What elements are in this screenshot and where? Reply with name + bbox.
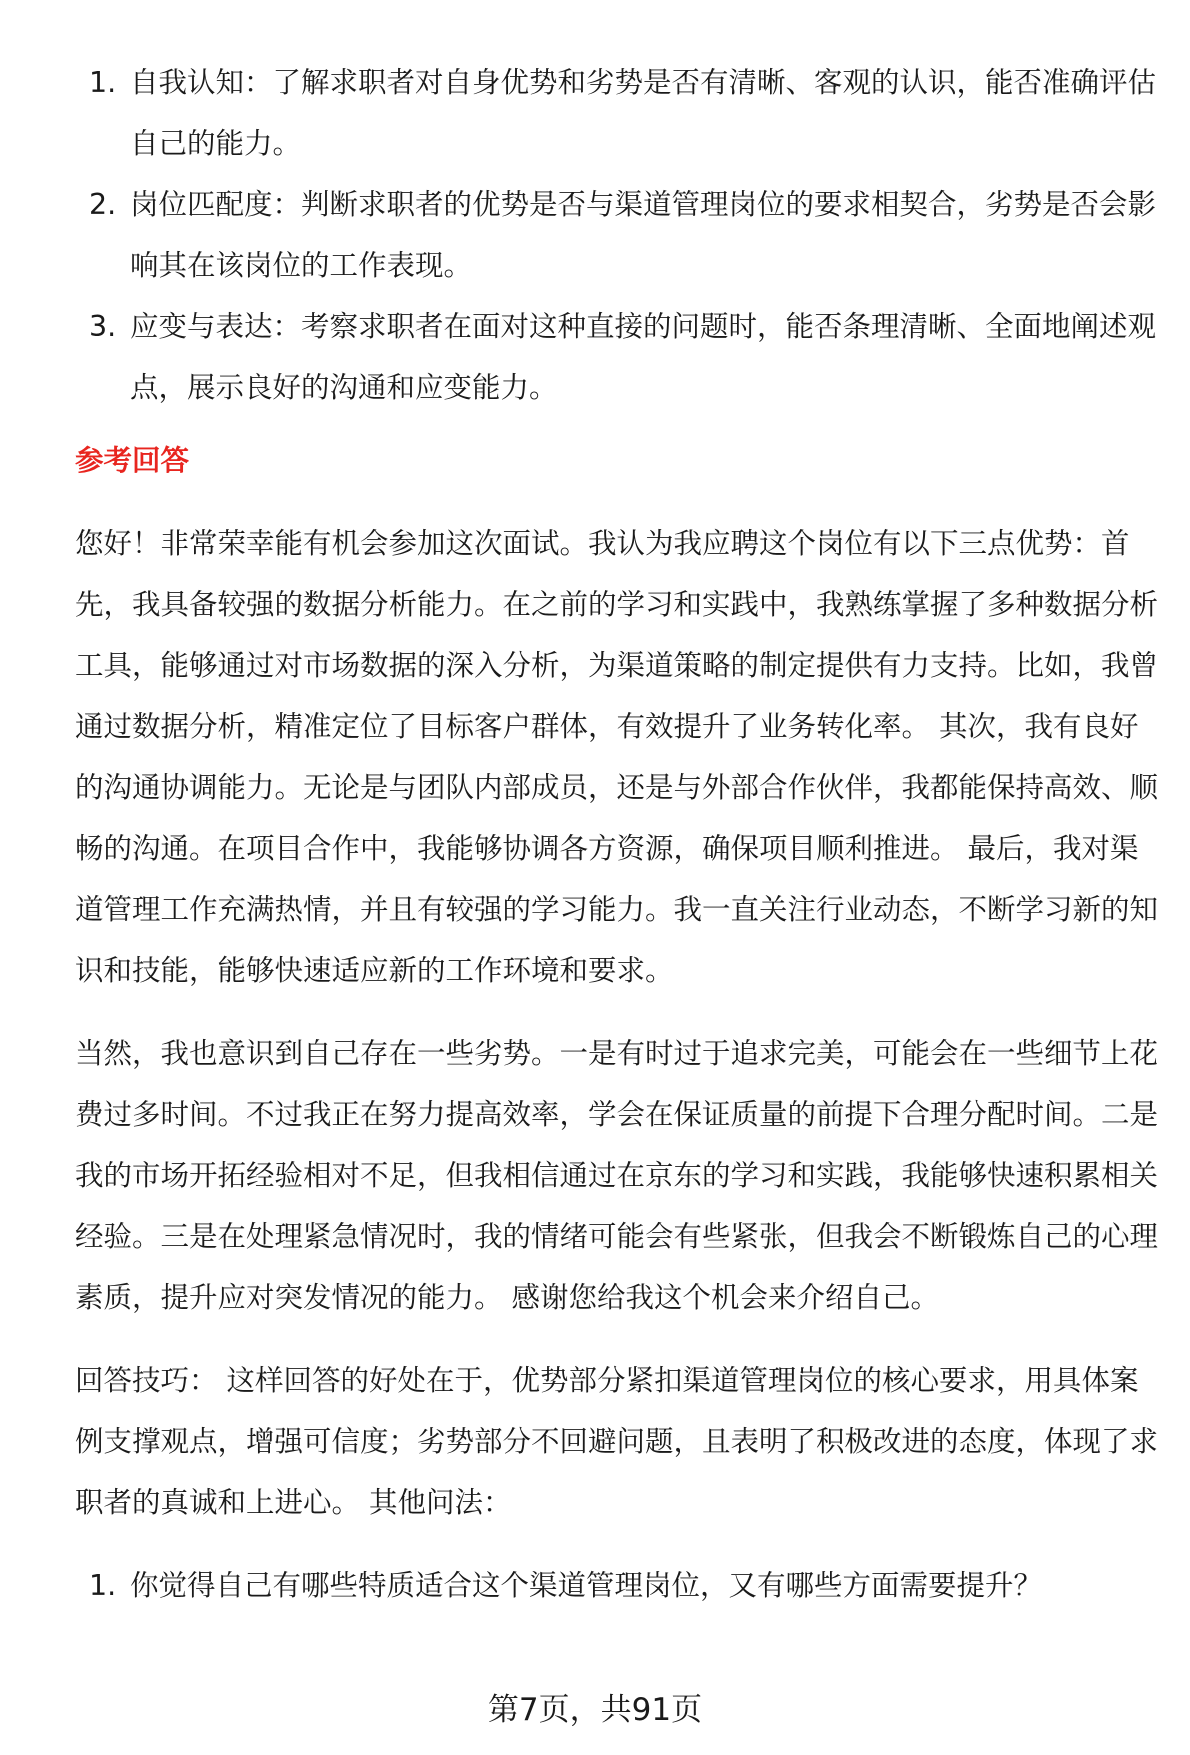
tips-paragraph: 回答技巧： 这样回答的好处在于，优势部分紧扣渠道管理岗位的核心要求，用具体案例支撑观点，增强可信度；劣势部分不回避问题，且表明了积极改进的态度，体现了求职者的真诚和上进心。 其他问法： xyxy=(75,1364,1159,1519)
list-item-number: 1. xyxy=(89,1569,117,1602)
section-title: 参考回答 xyxy=(75,444,190,477)
list-item-number: 3. xyxy=(89,310,117,343)
list-item-number: 1. xyxy=(89,66,117,99)
list-item xyxy=(75,296,1165,418)
list-item-text: 你觉得自己有哪些特质适合这个渠道管理岗位，又有哪些方面需要提升？ xyxy=(130,1569,1043,1602)
list-item xyxy=(75,174,1165,296)
list-item xyxy=(75,1555,1165,1616)
list-item-number: 2. xyxy=(89,188,117,221)
list-item-text: 岗位匹配度：判断求职者的优势是否与渠道管理岗位的要求相契合，劣势是否会影响其在该岗位的工作表现。 xyxy=(130,188,1157,282)
list-item-text: 自我认知：了解求职者对自身优势和劣势是否有清晰、客观的认识，能否准确评估自己的能力。 xyxy=(130,66,1157,160)
document-content xyxy=(75,52,1165,1616)
page-number-footer: 第7页，共91页 xyxy=(487,1692,703,1728)
answer-paragraph: 当然，我也意识到自己存在一些劣势。一是有时过于追求完美，可能会在一些细节上花费过多时间。不过我正在努力提高效率，学会在保证质量的前提下合理分配时间。二是我的市场开拓经验相对不足，但我相信通过在京东的学习和实践，我能够快速积累相关经验。三是在处理紧急情况时，我的情绪可能会有些紧张，但我会不断锻炼自己的心理素质，提升应对突发情况的能力。 感谢您给我这个机会来介绍自己。 xyxy=(75,1037,1159,1314)
list-item-text: 应变与表达：考察求职者在面对这种直接的问题时，能否条理清晰、全面地阐述观点，展示良好的沟通和应变能力。 xyxy=(130,310,1157,404)
answer-paragraph: 您好！非常荣幸能有机会参加这次面试。我认为我应聘这个岗位有以下三点优势：首先，我具备较强的数据分析能力。在之前的学习和实践中，我熟练掌握了多种数据分析工具，能够通过对市场数据的深入分析，为渠道策略的制定提供有力支持。比如，我曾通过数据分析，精准定位了目标客户群体，有效提升了业务转化率。 其次，我有良好的沟通协调能力。无论是与团队内部成员，还是与外部合作伙伴，我都能保持高效、顺畅的沟通。在项目合作中，我能够协调各方资源，确保项目顺利推进。 最后，我对渠道管理工作充满热情，并且有较强的学习能力。我一直关注行业动态，不断学习新的知识和技能，能够快速适应新的工作环境和要求。 xyxy=(75,527,1159,987)
list-item xyxy=(75,52,1165,174)
assessment-points-list xyxy=(75,52,1165,418)
other-questions-list xyxy=(75,1555,1165,1616)
